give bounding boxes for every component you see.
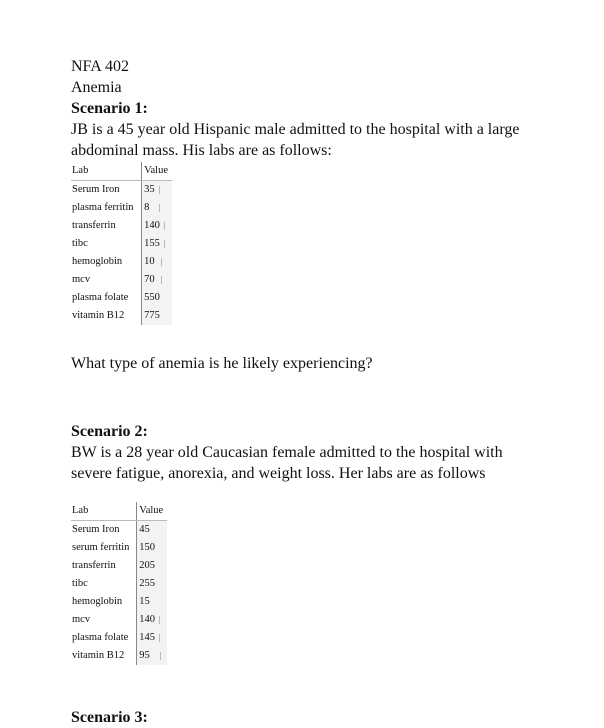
table-header-row	[71, 162, 172, 181]
cell-cursor-mark	[164, 222, 165, 230]
lab-name: transferrin	[72, 220, 116, 231]
lab-name: mcv	[72, 614, 91, 625]
lab-name: tibc	[72, 238, 88, 249]
value-column-header: Value	[142, 162, 172, 181]
lab-value: 205	[137, 557, 167, 575]
cell-cursor-mark	[161, 276, 162, 284]
scenario-1-heading: Scenario 1:	[71, 100, 148, 117]
table-header-row	[71, 502, 167, 521]
cell-cursor-mark	[159, 634, 160, 642]
table-row	[71, 629, 167, 647]
lab-value: 8	[144, 202, 150, 213]
lab-name: Serum Iron	[72, 184, 120, 195]
table-row	[71, 199, 172, 217]
table-row	[71, 271, 172, 289]
cell-cursor-mark	[159, 616, 160, 624]
cell-cursor-mark	[159, 204, 160, 212]
lab-value: 35	[144, 184, 155, 195]
lab-name: serum ferritin	[72, 542, 130, 553]
table-row	[71, 235, 172, 253]
lab-value: 775	[142, 307, 172, 325]
scenario-3-heading: Scenario 3:	[71, 709, 148, 726]
scenario-1-text: JB is a 45 year old Hispanic male admitted to the hospital with a large abdominal mass. His labs are as follows:	[71, 121, 520, 159]
cell-cursor-mark	[161, 258, 162, 266]
lab-name: hemoglobin	[72, 596, 123, 607]
scenario-1-question: What type of anemia is he likely experiencing?	[71, 355, 373, 372]
topic-title: Anemia	[71, 79, 122, 96]
cell-cursor-mark	[160, 652, 161, 660]
value-column-header: Value	[137, 502, 167, 521]
table-row	[71, 289, 172, 307]
table-row	[71, 217, 172, 235]
lab-name: plasma ferritin	[72, 202, 134, 213]
lab-name: tibc	[72, 578, 88, 589]
table-row	[71, 557, 167, 575]
lab-name: transferrin	[72, 560, 116, 571]
lab-value: 140	[139, 614, 156, 625]
lab-value: 145	[139, 632, 156, 643]
table-row	[71, 575, 167, 593]
lab-value: 15	[137, 593, 167, 611]
table-row	[71, 521, 167, 540]
table-row	[71, 593, 167, 611]
table-row	[71, 253, 172, 271]
scenario-1-lab-table	[71, 162, 172, 325]
lab-value: 255	[137, 575, 167, 593]
lab-value: 140	[144, 220, 160, 231]
table-row	[71, 647, 167, 665]
lab-name: mcv	[72, 274, 91, 285]
lab-name: vitamin B12	[72, 310, 125, 321]
scenario-2-lab-table	[71, 502, 167, 665]
lab-name: plasma folate	[72, 632, 129, 643]
table-row	[71, 539, 167, 557]
lab-value: 45	[137, 521, 167, 540]
table-row	[71, 611, 167, 629]
course-code: NFA 402	[71, 58, 129, 75]
lab-value: 95	[139, 650, 150, 661]
table-row	[71, 307, 172, 325]
scenario-2-text: BW is a 28 year old Caucasian female admitted to the hospital with severe fatigue, anorexia, and weight loss. Her labs are as follows	[71, 444, 503, 482]
lab-column-header: Lab	[71, 162, 142, 181]
lab-name: Serum Iron	[72, 524, 120, 535]
lab-value: 150	[137, 539, 167, 557]
document-page	[71, 56, 541, 728]
cell-cursor-mark	[164, 240, 165, 248]
lab-name: hemoglobin	[72, 256, 123, 267]
table-row	[71, 181, 172, 200]
cell-cursor-mark	[159, 186, 160, 194]
lab-value: 155	[144, 238, 160, 249]
scenario-2-heading: Scenario 2:	[71, 423, 148, 440]
lab-name: vitamin B12	[72, 650, 125, 661]
lab-name: plasma folate	[72, 292, 129, 303]
lab-value: 70	[144, 274, 155, 285]
lab-value: 550	[142, 289, 172, 307]
lab-value: 10	[144, 256, 155, 267]
lab-column-header: Lab	[71, 502, 137, 521]
